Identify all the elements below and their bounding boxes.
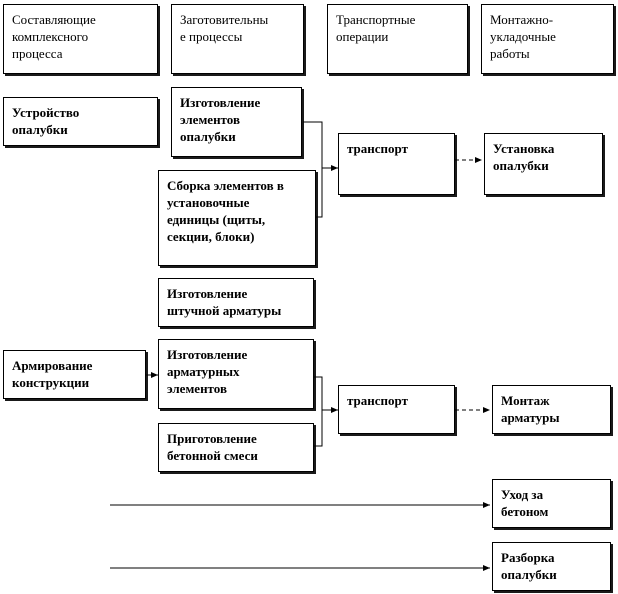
assembly-units-text: Сборка элементов в установочные единицы (щиты, секции, блоки) — [167, 178, 284, 244]
formwork-setup-text: Установка опалубки — [493, 141, 555, 173]
header-transport-text: Транспортные операции — [336, 12, 416, 44]
concrete-mix-text: Приготовление бетонной смеси — [167, 431, 258, 463]
reinforcement-text: Армирование конструкции — [12, 358, 93, 390]
piece-reinforcement-text: Изготовление штучной арматуры — [167, 286, 282, 318]
reinforcing-elements-text: Изготовление арматурных элементов — [167, 347, 248, 396]
transport-reinforcement-text: транспорт — [347, 393, 408, 408]
formwork-elements-manufacture-text: Изготовление элементов опалубки — [180, 95, 261, 144]
formwork-installation-text: Устройство опалубки — [12, 105, 80, 137]
concrete-curing-text: Уход за бетоном — [501, 487, 549, 519]
header-assembly-text: Монтажно- укладочные работы — [490, 12, 556, 61]
transport-formwork-text: транспорт — [347, 141, 408, 156]
formwork-bracket-line — [303, 122, 322, 217]
header-preparatory-text: Заготовительны е процессы — [180, 12, 269, 44]
header-components-text: Составляющие комплексного процесса — [12, 12, 96, 61]
reinforcement-mounting-text: Монтаж арматуры — [501, 393, 560, 425]
reinforcement-bracket-line — [314, 377, 322, 446]
formwork-stripping-text: Разборка опалубки — [501, 550, 557, 582]
